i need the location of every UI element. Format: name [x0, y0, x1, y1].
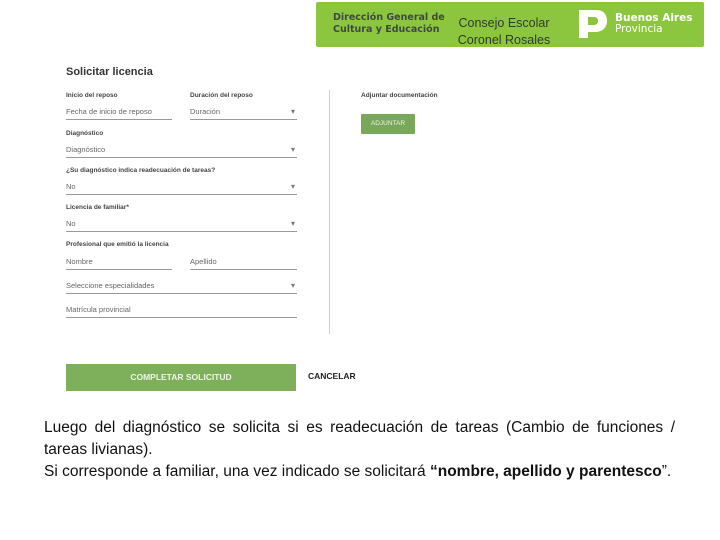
diagnostico-select[interactable]: Diagnóstico ▾: [66, 143, 297, 158]
buenos-aires-logo-text: [615, 13, 692, 35]
description-line-1: Luego del diagnóstico se solicita si es readecuación de tareas (Cambio de funciones / tareas livianas).: [44, 419, 675, 458]
description-text: [44, 417, 675, 483]
duracion-select[interactable]: Duración ▾: [190, 105, 297, 120]
consejo-line-1: Consejo Escolar: [458, 16, 550, 30]
dgce-line-1: Dirección General de: [333, 12, 445, 23]
ba-line-1: Buenos Aires: [615, 12, 693, 24]
consejo-line-2: Coronel Rosales: [457, 33, 551, 47]
description-line-2-prefix: Si corresponde a familiar, una vez indicado se solicitará: [44, 463, 430, 480]
diagnostico-label: Diagnóstico: [66, 130, 104, 137]
matricula-field[interactable]: Matrícula provincial: [66, 303, 297, 318]
ba-line-2: Provincia: [615, 23, 663, 35]
dgce-logo-text: [333, 12, 445, 36]
readecuacion-label: ¿Su diagnóstico indica readecuación de tareas?: [66, 167, 216, 174]
description-line-2: [44, 461, 675, 483]
apellido-field[interactable]: Apellido: [190, 255, 297, 270]
completar-solicitud-button[interactable]: COMPLETAR SOLICITUD: [66, 364, 296, 391]
dgce-line-2: Cultura y Educación: [333, 24, 440, 35]
inicio-date-field[interactable]: Fecha de inicio de reposo: [66, 105, 172, 120]
description-line-2-bold: “nombre, apellido y parentesco: [429, 463, 662, 480]
duracion-label: Duración del reposo: [190, 92, 253, 99]
inicio-label: Inicio del reposo: [66, 92, 118, 99]
cancelar-button[interactable]: CANCELAR: [308, 371, 356, 381]
readecuacion-select[interactable]: No ▾: [66, 180, 297, 195]
especialidad-select[interactable]: Seleccione especialidades ▾: [66, 279, 297, 294]
profesional-label: Profesional que emitió la licencia: [66, 241, 169, 248]
familiar-label: Licencia de familiar*: [66, 204, 129, 211]
buenos-aires-p-logo-icon: [576, 7, 610, 41]
form-title: Solicitar licencia: [66, 66, 153, 78]
familiar-select[interactable]: No ▾: [66, 217, 297, 232]
consejo-escolar-title: [444, 15, 564, 49]
adjuntar-label: Adjuntar documentación: [361, 92, 438, 99]
column-divider: [329, 90, 330, 334]
nombre-field[interactable]: Nombre: [66, 255, 172, 270]
adjuntar-button[interactable]: ADJUNTAR: [361, 114, 415, 134]
description-line-2-suffix: ”.: [661, 463, 672, 480]
